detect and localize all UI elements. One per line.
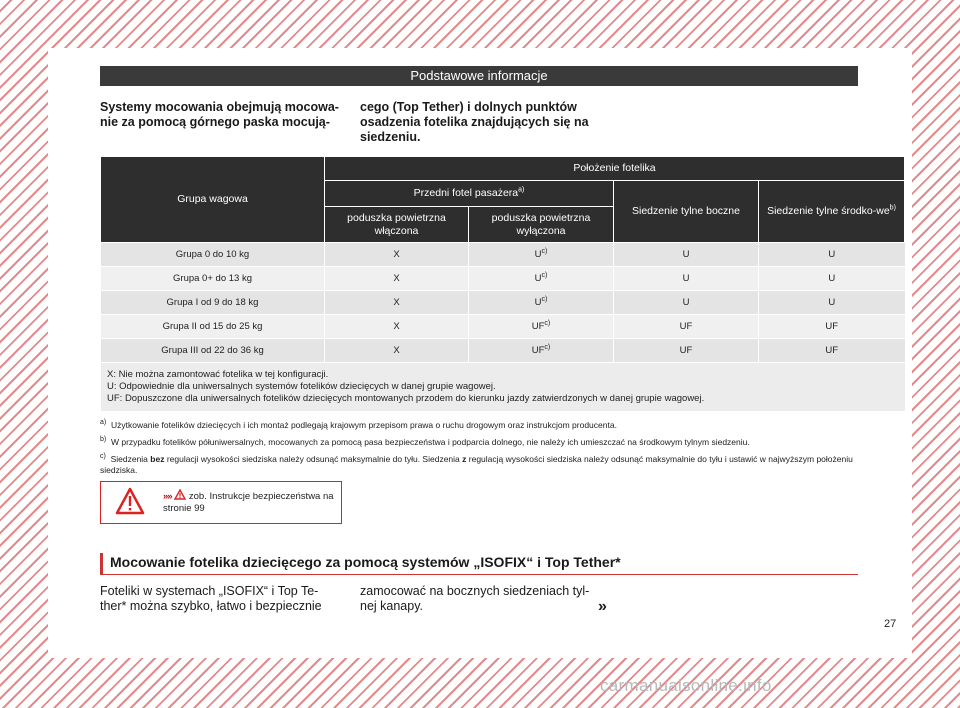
page-header: Podstawowe informacje bbox=[100, 66, 858, 86]
cell-rear-center: U bbox=[759, 291, 905, 315]
th-seat-position: Położenie fotelika bbox=[325, 157, 905, 181]
warning-triangle-icon bbox=[115, 487, 145, 515]
child-seat-table bbox=[100, 156, 905, 412]
footnote-c: $^{c)}$ Siedzenia bez regulacji wysokości siedziska należy odsunąć maksymalnie do tyłu. Siedzenia z regulacją wysokości siedziska należy odsunąć maksymalnie do tyłu i ustawić w najwyższym położeniu siedziska. bbox=[100, 453, 853, 475]
cell-airbag-off: $U^{c)}$ bbox=[469, 267, 614, 291]
intro-text-left: Systemy mocowania obejmują mocowa-nie za pomocą górnego paska mocują- bbox=[100, 100, 339, 129]
cell-group: Grupa I od 9 do 18 kg bbox=[101, 291, 325, 315]
intro-text-right: cego (Top Tether) i dolnych punktów osadzenia fotelika znajdujących się na siedzeniu. bbox=[360, 100, 589, 144]
cell-rear-center: UF bbox=[759, 339, 905, 363]
footnote-b: $^{b)}$ W przypadku fotelików półuniwersalnych, mocowanych za pomocą pasa bezpieczeństwa i podparcia dolnego, nie należy ich umieszczać na środkowym tylnym siedzeniu. bbox=[100, 436, 750, 447]
cell-airbag-on: X bbox=[325, 339, 469, 363]
body-text-left: Foteliki w systemach „ISOFIX“ i Top Te-ther* można szybko, łatwo i bezpiecznie bbox=[100, 584, 322, 613]
th-airbag-on: poduszka powietrzna włączona bbox=[325, 207, 469, 243]
watermark: carmanualsonline.info bbox=[600, 676, 772, 695]
table-row bbox=[101, 243, 905, 267]
cell-rear-side: U bbox=[614, 291, 759, 315]
cell-rear-center: U bbox=[759, 243, 905, 267]
manual-page bbox=[48, 48, 912, 658]
cell-rear-side: U bbox=[614, 267, 759, 291]
table-row bbox=[101, 267, 905, 291]
cell-rear-center: UF bbox=[759, 315, 905, 339]
warning-text[interactable] bbox=[163, 489, 339, 515]
footnotes bbox=[100, 420, 858, 482]
th-rear-center: Siedzenie tylne środko-$we^{b)}$ bbox=[759, 181, 905, 243]
legend-uf: UF: Dopuszczone dla uniwersalnych fotelików dziecięcych montowanych przodem do kierunku jazdy zatwierdzonych w danej grupie wagowej. bbox=[107, 393, 705, 404]
legend-u: U: Odpowiednie dla uniwersalnych systemów fotelików dziecięcych w danej grupie wagowej. bbox=[107, 381, 496, 392]
cell-rear-side: U bbox=[614, 243, 759, 267]
cell-airbag-on: X bbox=[325, 291, 469, 315]
legend-row bbox=[101, 363, 905, 412]
cell-group: Grupa II od 15 do 25 kg bbox=[101, 315, 325, 339]
cell-airbag-off: UF$^{c)}$ bbox=[469, 339, 614, 363]
safety-warning-box bbox=[100, 481, 342, 524]
table-row bbox=[101, 339, 905, 363]
small-warning-icon bbox=[174, 489, 186, 500]
th-weight-group: Grupa wagowa bbox=[101, 157, 325, 243]
cell-rear-side: UF bbox=[614, 315, 759, 339]
cell-group: Grupa 0+ do 13 kg bbox=[101, 267, 325, 291]
body-text-right: zamocować na bocznych siedzeniach tyl-nej kanapy. bbox=[360, 584, 590, 613]
cell-airbag-off: $U^{c)}$ bbox=[469, 291, 614, 315]
cell-group: Grupa III od 22 do 36 kg bbox=[101, 339, 325, 363]
cell-rear-side: UF bbox=[614, 339, 759, 363]
table-row bbox=[101, 315, 905, 339]
table-row bbox=[101, 291, 905, 315]
th-rear-side: Siedzenie tylne boczne bbox=[614, 181, 759, 243]
cell-group: Grupa 0 do 10 kg bbox=[101, 243, 325, 267]
cell-airbag-on: X bbox=[325, 267, 469, 291]
cell-airbag-off: $U^{c)}$ bbox=[469, 243, 614, 267]
cell-airbag-on: X bbox=[325, 315, 469, 339]
cell-rear-center: U bbox=[759, 267, 905, 291]
section-title: Mocowanie fotelika dziecięcego za pomocą systemów „ISOFIX“ i Top Tether* bbox=[100, 553, 858, 575]
continue-icon: » bbox=[598, 598, 607, 615]
table-legend bbox=[101, 363, 905, 412]
th-front-passenger: Przedni fotel pasażera$^{a)}$ bbox=[325, 181, 614, 207]
footnote-a: $^{a)}$ Użytkowanie fotelików dziecięcych i ich montaż podlegają krajowym przepisom prawa o ruchu drogowym oraz instrukcjom producenta. bbox=[100, 419, 617, 430]
cell-airbag-on: X bbox=[325, 243, 469, 267]
legend-x: X: Nie można zamontować fotelika w tej konfiguracji. bbox=[107, 369, 329, 380]
warning-link[interactable]: zob. Instrukcje bezpieczeństwa na stronie 99 bbox=[163, 491, 334, 514]
th-airbag-off: poduszka powietrzna wyłączona bbox=[469, 207, 614, 243]
page-number: 27 bbox=[884, 618, 897, 630]
cell-airbag-off: UF$^{c)}$ bbox=[469, 315, 614, 339]
chevrons-icon: »» bbox=[163, 491, 172, 502]
